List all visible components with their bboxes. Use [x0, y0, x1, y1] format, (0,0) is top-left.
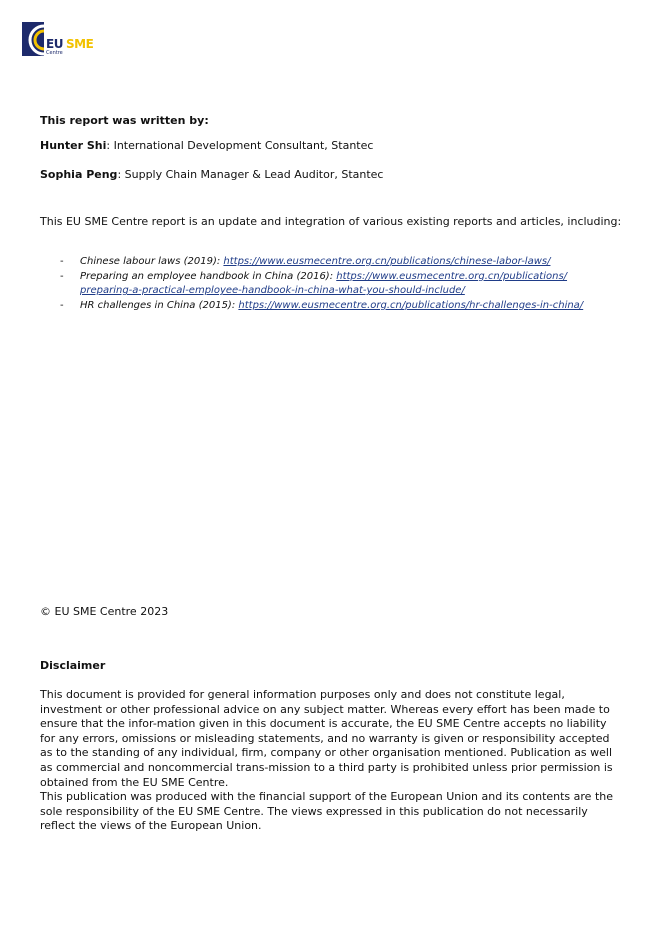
author-1-role: : International Development Consultant, Stantec: [106, 139, 374, 152]
source-link[interactable]: https://www.eusmecentre.org.cn/publications/: [336, 270, 568, 282]
disclaimer-paragraph-2: This publication was produced with the financial support of the European Union and its contents are the sole responsibility of the EU SME Centre. The views expressed in this publication do not necessarily reflect the views of the European Union.: [40, 790, 613, 833]
logo-eu-text: EU: [46, 37, 63, 51]
author-2-role: : Supply Chain Manager & Lead Auditor, Stantec: [117, 168, 384, 181]
logo-centre-text: Centre: [46, 50, 63, 56]
sources-list: [60, 255, 620, 313]
source-link-continued[interactable]: preparing-a-practical-employee-handbook-in-china-what-you-should-include/: [80, 285, 465, 297]
list-dash: -: [60, 256, 64, 267]
intro-text: This EU SME Centre report is an update and integration of various existing reports and articles, including:: [40, 215, 622, 228]
author-2-name: Sophia Peng: [40, 168, 118, 181]
author-2: [40, 168, 383, 182]
logo-sme-text: SME: [66, 37, 94, 51]
source-link[interactable]: https://www.eusmecentre.org.cn/publications/chinese-labor-laws/: [223, 256, 551, 267]
list-item: [60, 299, 620, 314]
disclaimer-heading: Disclaimer: [40, 659, 106, 672]
source-link[interactable]: https://www.eusmecentre.org.cn/publications/hr-challenges-in-china/: [238, 299, 584, 311]
copyright: © EU SME Centre 2023: [40, 605, 169, 618]
list-item: [60, 270, 620, 299]
eu-sme-centre-logo: [22, 22, 92, 58]
author-1-name: Hunter Shi: [40, 139, 107, 152]
source-label: Preparing an employee handbook in China (2016):: [80, 270, 337, 282]
list-item: [60, 255, 620, 270]
source-label: Chinese labour laws (2019):: [80, 256, 224, 267]
disclaimer-paragraph-1: This document is provided for general information purposes only and does not constitute legal, investment or other professional advice on any subject matter. Whereas every effort has been made to ensure that the infor-mation given in this document is accurate, the EU SME Centre accepts no liability for any errors, omissions or misleading statements, and no warranty is given or responsibility accepted as to the standing of any individual, firm, company or other organisation mentioned. Publication as well as commercial and noncommercial trans-mission to a third party is prohibited unless prior permission is obtained from the EU SME Centre.: [40, 688, 613, 789]
list-dash: -: [60, 299, 64, 311]
source-label: HR challenges in China (2015):: [80, 299, 239, 311]
authors-heading: This report was written by:: [40, 114, 209, 127]
author-1: [40, 139, 373, 153]
list-dash: -: [60, 270, 64, 282]
